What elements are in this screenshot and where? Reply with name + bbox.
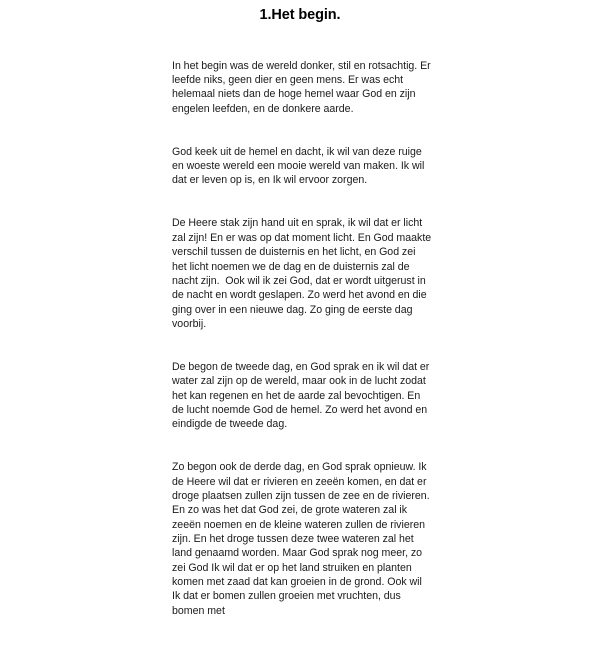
paragraph: De begon de tweede dag, en God sprak en ik wil dat er water zal zijn op de wereld, maar ook in de lucht zodat het kan regenen en het de aarde zal bevochtigen. En de lucht noemde God de hemel. Zo werd het avond en eindigde de tweede dag. — [172, 360, 433, 431]
paragraph: God keek uit de hemel en dacht, ik wil van deze ruige en woeste wereld een mooie wereld van maken. Ik wil dat er leven op is, en Ik wil ervoor zorgen. — [172, 145, 428, 187]
document-body — [172, 30, 432, 647]
paragraph: Zo begon ook de derde dag, en God sprak opnieuw. Ik de Heere wil dat er rivieren en zeeën komen, en dat er droge plaatsen zullen zijn tussen de zee en de rivieren. En zo was het dat God zei, de grote wateren zal ik zeeën noemen en de kleine wateren zullen de rivieren zijn. En het droge tussen deze twee wateren zal het land genaamd worden. Maar God sprak nog meer, zo zei God Ik wil dat er op het land struiken en planten komen met zaad dat kan groeien in de grond. Ook wil Ik dat er bomen zullen groeien met vruchten, dus bomen met — [172, 461, 433, 617]
paragraph: De Heere stak zijn hand uit en sprak, ik wil dat er licht zal zijn! En er was op dat moment licht. En God maakte verschil tussen de duisternis en het licht, en God zei het licht noemen we de dag en de duisternis zal de nacht zijn. Ook wil ik zei God, dat er wordt uitgerust in de nacht en wordt geslapen. Zo werd het avond en die ging over in een nieuwe dag. Zo ging de eerste dag voorbij. — [172, 217, 434, 330]
page-title: 1.Het begin. — [259, 7, 341, 23]
paragraph: In het begin was de wereld donker, stil en rotsachtig. Er leefde niks, geen dier en geen mens. Er was echt helemaal niets dan de hoge hemel waar God en zijn engelen leefden, en de donkere aarde. — [172, 59, 434, 115]
